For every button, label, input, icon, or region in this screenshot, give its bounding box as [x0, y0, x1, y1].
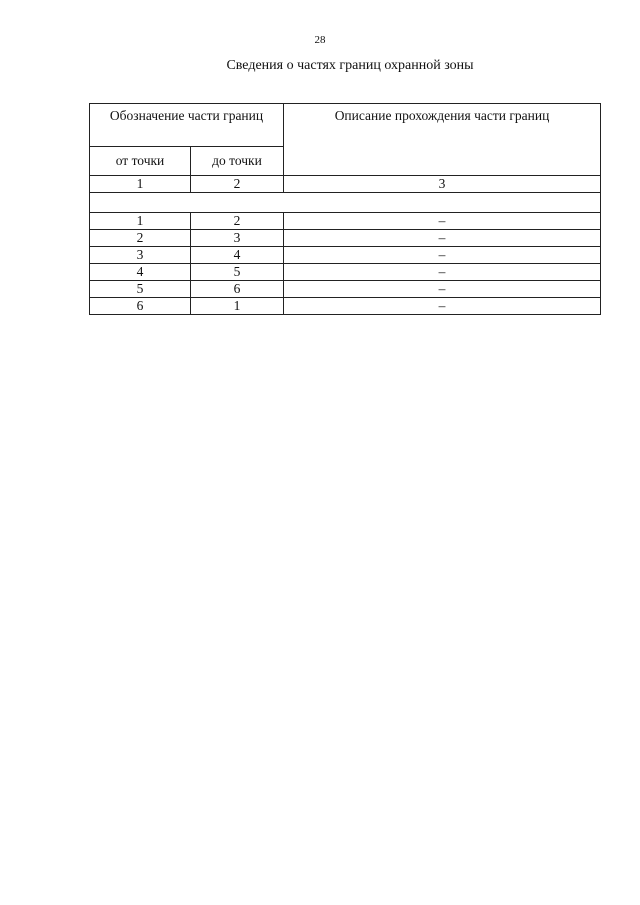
boundary-parts-table — [89, 103, 601, 315]
header-to-point: до точки — [191, 147, 284, 176]
header-designation: Обозначение части границ — [90, 104, 284, 147]
row-description: – — [284, 230, 601, 247]
row-to: 3 — [191, 230, 284, 247]
table-row — [90, 230, 601, 247]
column-number-3: 3 — [284, 176, 601, 193]
table-row — [90, 298, 601, 315]
column-number-row — [90, 176, 601, 193]
row-description: – — [284, 298, 601, 315]
row-from: 2 — [90, 230, 191, 247]
table-row — [90, 213, 601, 230]
row-description: – — [284, 213, 601, 230]
row-from: 6 — [90, 298, 191, 315]
document-title: Сведения о частях границ охранной зоны — [226, 58, 474, 73]
row-from: 5 — [90, 281, 191, 298]
table-header-row — [90, 104, 601, 147]
row-to: 6 — [191, 281, 284, 298]
row-to: 4 — [191, 247, 284, 264]
row-to: 5 — [191, 264, 284, 281]
row-description: – — [284, 264, 601, 281]
header-from-point: от точки — [90, 147, 191, 176]
table-row — [90, 281, 601, 298]
row-to: 1 — [191, 298, 284, 315]
table-row — [90, 247, 601, 264]
blank-row — [90, 193, 601, 213]
row-from: 1 — [90, 213, 191, 230]
row-from: 3 — [90, 247, 191, 264]
header-description: Описание прохождения части границ — [284, 104, 601, 176]
blank-cell — [90, 193, 601, 213]
row-to: 2 — [191, 213, 284, 230]
row-description: – — [284, 281, 601, 298]
row-description: – — [284, 247, 601, 264]
column-number-2: 2 — [191, 176, 284, 193]
page-number: 28 — [314, 34, 326, 46]
row-from: 4 — [90, 264, 191, 281]
column-number-1: 1 — [90, 176, 191, 193]
table-row — [90, 264, 601, 281]
